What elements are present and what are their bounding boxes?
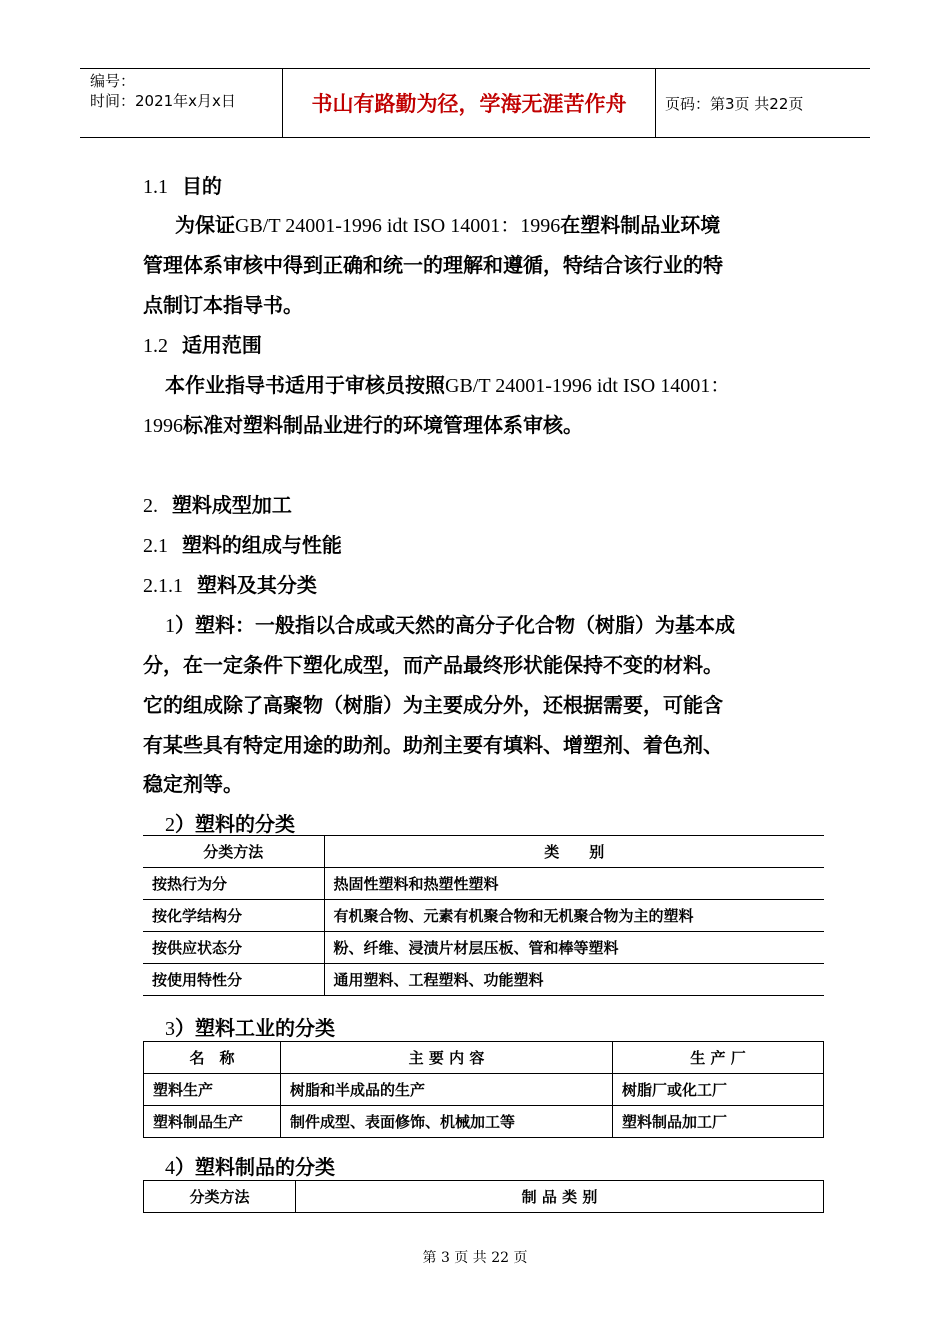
table-header-cell: 制 品 类 别 <box>296 1181 824 1213</box>
section-number: 1.2 <box>143 335 168 357</box>
paragraph-scope-line-1 <box>165 369 730 398</box>
table-row <box>143 900 824 932</box>
paragraph-purpose-line-1 <box>175 209 720 238</box>
section-number: 1.1 <box>143 176 168 198</box>
table-cell: 塑料制品生产 <box>144 1106 281 1138</box>
paragraph-purpose-line-2: 管理体系审核中得到正确和统一的理解和遵循，特结合该行业的特 <box>143 253 723 277</box>
table-cell: 通用塑料、工程塑料、功能塑料 <box>324 964 824 996</box>
item-1-line-2: 分，在一定条件下塑化成型，而产品最终形状能保持不变的材料。 <box>143 653 723 677</box>
section-title: 适用范围 <box>181 333 262 357</box>
text-run: 标准对塑料制品业进行的环境管理体系审核。 <box>183 413 583 437</box>
table-row <box>144 1074 824 1106</box>
item-number: 1 <box>165 615 175 637</box>
section-number: 2.1.1 <box>143 575 183 597</box>
header-meta <box>80 69 282 137</box>
table-header-cell: 分类方法 <box>144 1181 296 1213</box>
item-3-heading <box>165 1012 335 1041</box>
header-page-cell <box>655 69 870 137</box>
header-motto: 书山有路勤为径，学海无涯苦作舟 <box>311 92 627 116</box>
section-2-1-1-heading <box>143 569 317 598</box>
plastics-industry-table <box>143 1041 824 1138</box>
table-cell: 按使用特性分 <box>143 964 324 996</box>
section-title: 塑料的组成与性能 <box>181 533 342 557</box>
table-header-row <box>143 836 824 868</box>
section-number: 2.1 <box>143 535 168 557</box>
text-run: ）塑料制品的分类 <box>175 1155 335 1179</box>
document-time: 时间：2021年x月x日 <box>90 92 236 110</box>
item-number: 4 <box>165 1157 175 1179</box>
table-row <box>144 1106 824 1138</box>
header-page-number: 页码：第3页 共22页 <box>665 94 804 113</box>
item-1-line-5: 稳定剂等。 <box>143 772 243 796</box>
document-number: 编号： <box>90 72 136 90</box>
text-run: 本作业指导书适用于审核员按照 <box>165 373 445 397</box>
table-row <box>143 964 824 996</box>
standard-year: 1996 <box>143 415 183 437</box>
table-cell: 塑料制品加工厂 <box>613 1106 824 1138</box>
table-cell: 热固性塑料和热塑性塑料 <box>324 868 824 900</box>
paragraph-scope-line-2 <box>143 409 583 438</box>
table-row <box>143 868 824 900</box>
section-1-1-heading <box>143 170 222 199</box>
section-title: 目的 <box>181 174 222 198</box>
table-cell: 有机聚合物、元素有机聚合物和无机聚合物为主的塑料 <box>324 900 824 932</box>
text-run: ）塑料工业的分类 <box>175 1016 335 1040</box>
item-number: 3 <box>165 1018 175 1040</box>
item-1-line-1 <box>165 609 735 638</box>
item-1-line-3: 它的组成除了高聚物（树脂）为主要成分外，还根据需要，可能含 <box>143 693 723 717</box>
section-2-1-heading <box>143 529 342 558</box>
table-row <box>143 932 824 964</box>
section-2-heading <box>143 489 292 518</box>
item-4-heading <box>165 1151 335 1180</box>
text-run: 为保证 <box>175 213 235 237</box>
table-header-cell: 类 别 <box>324 836 824 868</box>
table-header-cell: 分类方法 <box>143 836 324 868</box>
section-1-2-heading <box>143 329 262 358</box>
header-motto-cell <box>282 69 656 137</box>
table-cell: 按化学结构分 <box>143 900 324 932</box>
plastic-products-table <box>143 1180 824 1213</box>
page-footer: 第 3 页 共 22 页 <box>422 1250 528 1266</box>
page-header <box>80 68 870 138</box>
text-run: 在塑料制品业环境 <box>560 213 721 237</box>
item-2-heading <box>165 808 295 837</box>
table-cell: 粉、纤维、浸渍片材层压板、管和棒等塑料 <box>324 932 824 964</box>
table-header-cell: 名 称 <box>144 1042 281 1074</box>
table-cell: 按热行为分 <box>143 868 324 900</box>
section-title: 塑料成型加工 <box>171 493 292 517</box>
section-title: 塑料及其分类 <box>196 573 317 597</box>
paragraph-purpose-line-3: 点制订本指导书。 <box>143 293 303 317</box>
plastics-classification-table <box>143 835 824 996</box>
item-1-line-4: 有某些具有特定用途的助剂。助剂主要有填料、增塑剂、着色剂、 <box>143 733 723 757</box>
standard-ref: GB/T 24001-1996 idt ISO 14001：1996 <box>235 215 561 237</box>
table-cell: 树脂和半成品的生产 <box>281 1074 613 1106</box>
table-cell: 按供应状态分 <box>143 932 324 964</box>
text-run: ）塑料：一般指以合成或天然的高分子化合物（树脂）为基本成 <box>175 613 735 637</box>
table-header-cell: 主 要 内 容 <box>281 1042 613 1074</box>
section-number: 2. <box>143 495 158 517</box>
table-cell: 树脂厂或化工厂 <box>613 1074 824 1106</box>
table-header-row <box>144 1042 824 1074</box>
table-header-cell: 生 产 厂 <box>613 1042 824 1074</box>
table-header-row <box>144 1181 824 1213</box>
table-cell: 塑料生产 <box>144 1074 281 1106</box>
item-number: 2 <box>165 814 175 836</box>
text-run: ）塑料的分类 <box>175 812 295 836</box>
table-cell: 制件成型、表面修饰、机械加工等 <box>281 1106 613 1138</box>
standard-ref: GB/T 24001-1996 idt ISO 14001： <box>445 375 731 397</box>
